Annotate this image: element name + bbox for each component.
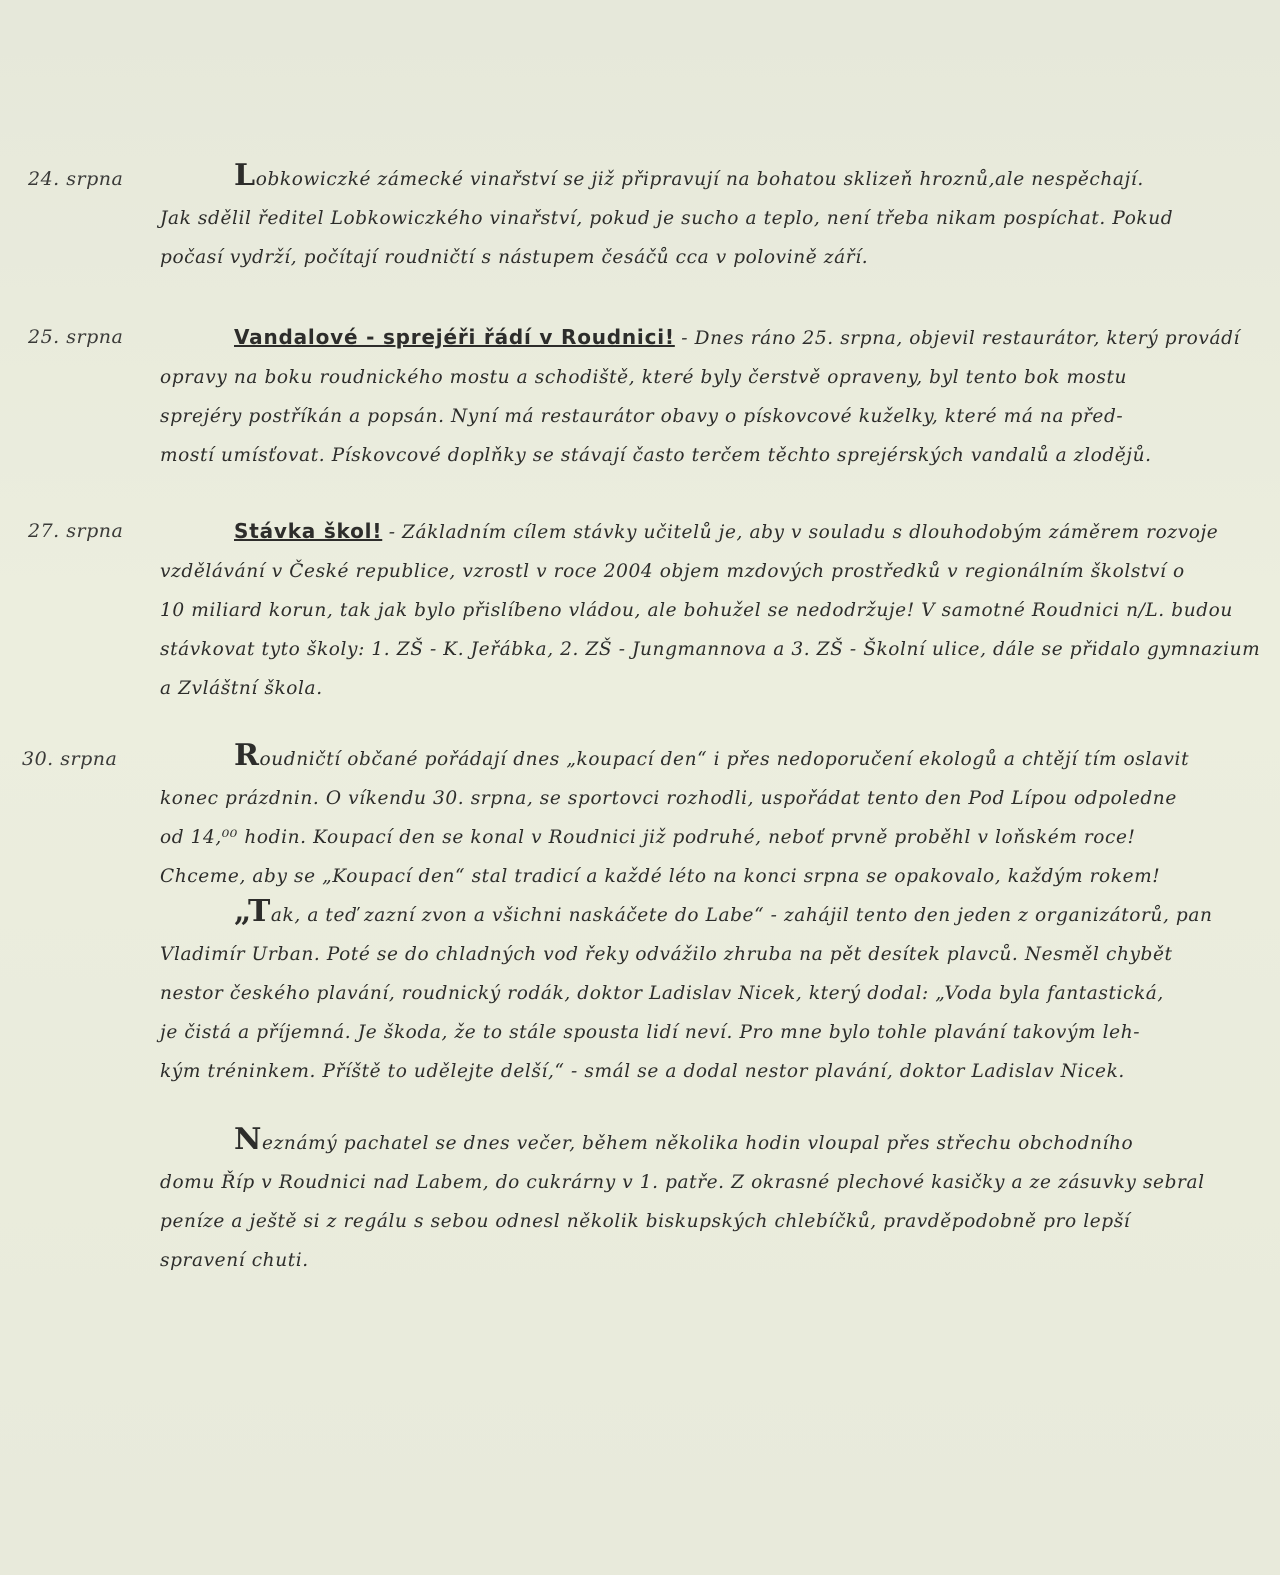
text-line: Jak sdělil ředitel Lobkowiczkého vinařství, pokud je sucho a teplo, není třeba nikam pospíchat. Pokud xyxy=(160,208,1174,229)
entry-text xyxy=(160,318,1241,475)
text-line: a Zvláštní škola. xyxy=(160,678,323,699)
text-line: opravy na boku roudnického mostu a schodiště, které byly čerstvě opraveny, byl tento bok mostu xyxy=(160,367,1128,388)
text-line: sprejéry postříkán a popsán. Nyní má restaurátor obavy o pískovcové kuželky, které má na před- xyxy=(160,406,1124,427)
text-line: Vladimír Urban. Poté se do chladných vod řeky odvážilo zhruba na pět desítek plavců. Nesměl chybět xyxy=(160,944,1173,965)
drop-cap: N xyxy=(234,1122,263,1157)
text-line: Chceme, aby se „Koupací den“ stal tradicí a každé léto na konci srpna se opakovalo, každým rokem! xyxy=(160,866,1161,887)
text-line: oudničtí občané pořádají dnes „koupací den“ i přes nedoporučení ekologů a chtějí tím oslavit xyxy=(259,749,1190,770)
entry-text xyxy=(160,738,1213,1091)
text-line: mostí umísťovat. Pískovcové doplňky se stávají často terčem těchto sprejérských vandalů a zlodějů. xyxy=(160,445,1152,466)
text-line: - Dnes ráno 25. srpna, objevil restaurátor, který provádí xyxy=(674,328,1241,349)
drop-cap: R xyxy=(234,738,260,773)
text-line: vzdělávání v České republice, vzrostl v roce 2004 objem mzdových prostředků v regionálním školství o xyxy=(160,561,1185,582)
entry-headline: Stávka škol! xyxy=(234,519,383,543)
drop-cap: „T xyxy=(234,894,271,929)
text-line: kým tréninkem. Příště to udělejte delší,“ - smál se a dodal nestor plavání, doktor Ladislav Nicek. xyxy=(160,1061,1125,1082)
entry-text xyxy=(160,160,1210,277)
text-line: nestor českého plavání, roudnický rodák, doktor Ladislav Nicek, který dodal: „Voda byla fantastická, xyxy=(160,983,1164,1004)
text-line: ak, a teď zazní zvon a všichni naskáčete do Labe“ - zahájil tento den jeden z organizátorů, pan xyxy=(270,905,1213,926)
entry-date: 25. srpna xyxy=(28,326,124,348)
text-line: konec prázdnin. O víkendu 30. srpna, se sportovci rozhodli, uspořádat tento den Pod Lípou odpoledne xyxy=(160,788,1177,809)
entry-text xyxy=(160,512,1261,708)
text-line: je čistá a příjemná. Je škoda, že to stále spousta lidí neví. Pro mne bylo tohle plavání takovým leh- xyxy=(160,1022,1141,1043)
text-line: počasí vydrží, počítají roudničtí s nástupem česáčů cca v polovině září. xyxy=(160,247,869,268)
entry-date: 27. srpna xyxy=(28,520,124,542)
text-line: spravení chuti. xyxy=(160,1250,309,1271)
entry-headline: Vandalové - sprejéři řádí v Roudnici! xyxy=(234,325,675,349)
text-line: stávkovat tyto školy: 1. ZŠ - K. Jeřábka, 2. ZŠ - Jungmannova a 3. ZŠ - Školní ulice, dále se přidalo gymnazium xyxy=(160,639,1261,660)
text-line: od 14,⁰⁰ hodin. Koupací den se konal v Roudnici již podruhé, neboť prvně proběhl v loňském roce! xyxy=(160,827,1136,848)
text-line: peníze a ještě si z regálu s sebou odnesl několik biskupských chlebíčků, pravděpodobně pro lepší xyxy=(160,1211,1131,1232)
text-line: domu Říp v Roudnici nad Labem, do cukrárny v 1. patře. Z okrasné plechové kasičky a ze zásuvky sebral xyxy=(160,1172,1205,1193)
text-line: eznámý pachatel se dnes večer, během několika hodin vloupal přes střechu obchodního xyxy=(262,1133,1134,1154)
text-line: 10 miliard korun, tak jak bylo přislíbeno vládou, ale bohužel se nedodržuje! V samotné Roudnici n/L. budou xyxy=(160,600,1233,621)
text-line: obkowiczké zámecké vinařství se již připravují na bohatou sklizeň hroznů,ale nespěchají. xyxy=(255,169,1144,190)
drop-cap: L xyxy=(234,158,256,193)
entry-date: 24. srpna xyxy=(28,168,124,190)
entry-text xyxy=(160,1124,1210,1280)
entry-date: 30. srpna xyxy=(22,748,118,770)
text-line: - Základním cílem stávky učitelů je, aby v souladu s dlouhodobým záměrem rozvoje xyxy=(382,522,1219,543)
